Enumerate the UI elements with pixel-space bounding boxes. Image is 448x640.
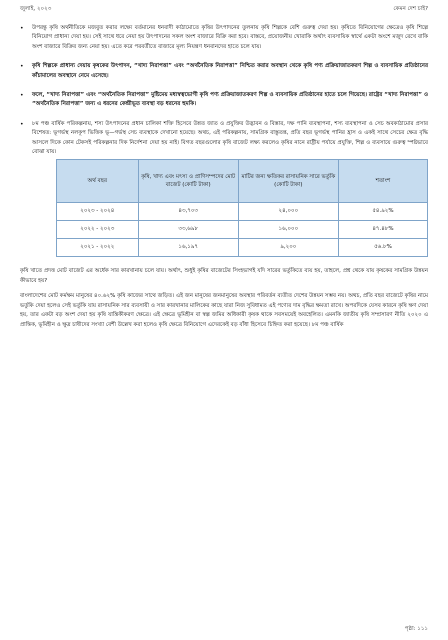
- bullet-item: [20, 62, 428, 81]
- table-row: [57, 221, 428, 239]
- header-date: জুলাই, ২০২৩: [20, 6, 52, 12]
- table-cell: ২৪,০০০: [238, 203, 338, 221]
- table-cell: ৯,২০০: [238, 239, 338, 257]
- table-header-cell: শতাংশ: [338, 160, 427, 203]
- bullet-icon: •: [20, 25, 24, 32]
- bullet-text: ৮ম পঞ্চ বার্ষিক পরিকল্পনায়, শস্য উৎপাদনের প্রধান চালিকা শক্তি হিসেবে উন্নত জাত ও প্রযুক্তির উদ্ভাবন ও বিস্তার, দক্ষ পানি ব্যবস্থাপনা, শস্য ব্যবস্থাপনা ও সেচ অবকাঠামোর প্রসার বিশেষত: ভূগর্ভস্থ নলকূপ ভিত্তিক ভূ—গর্ভস্থ সেচ ব্যবস্থাকে দেখানো হয়েছে। অথচ, এই পরিকল্পনায়, সামগ্রিক বাস্তুতন্ত্র, প্রতি বছর ভূগর্ভস্থ পানির হ্রাস ও একই সাথে সেচের ক্ষেত্র বৃদ্ধি আসলে দিকে কোন টেকসই পরিকল্পনার দিক নির্দেশনা দেয়া হয় নাই। বিগত বছরগুলোর কৃষি বাজেট লক্ষ্য করলেও কৃষির নানে রাষ্ট্রীয় পর্যায়ে প্রযুক্তি, শিল্প ও ব্যবসায়ে গুরুত্ব স্পষ্টভাবে বোঝা যায়।: [32, 120, 428, 156]
- table-cell: ৩৩,৬৯৮: [138, 221, 238, 239]
- table-header-cell: অর্থ বছর: [57, 160, 139, 203]
- table-row: [57, 239, 428, 257]
- bullet-icon: •: [20, 92, 24, 100]
- document-body: [20, 24, 428, 336]
- bullet-text: কৃষি শিল্পকে প্রাধান্য দেয়ায় কৃষকের উৎপাদন, “খাদ্য নিরাপত্তা” এবং “অর্থনৈতিক নিরাপত্তা” নিশ্চিত করার অবস্থান থেকে কৃষি পণ্য প্রক্রিয়াজাতকরণ শিল্প ও ব্যবসায়িক প্রতিষ্ঠানের কাঁচামালের অবস্থানে নেমে এসেছে।: [32, 63, 428, 79]
- bullet-icon: •: [20, 120, 24, 128]
- table-cell: ৪৭.৪৮%: [338, 221, 427, 239]
- body-paragraph: বাংলাদেশের মোট কর্মক্ষম মানুষের ৪০.৬২% কৃষি কাজের সাথে জড়িত। এই জন মানুষের জনমানুষের অবস্থার পরিবর্তন ব্যতীত দেশের উন্নয়ন সম্ভব নয়। অথচ, প্রতি বছর বাজেটে কৃষির নামে ভর্তুকি দেয়া হলেও সেই ভর্তুকি যায় রাসায়নিক সার ব্যবসায়ী ও সার কারখানার মালিকের কাছে যারা নিজ সুবিধামত এই পণ্যের দাম বৃদ্ধির ক্ষমতা রাখে। অপরদিকে যেসব কারনে কৃষি ক্ষণ দেয়া হয়, তার একটা বড় অংশ দেয়া হয় কৃষি যান্ত্রিকীকরণ ক্ষেত্রে। এই ক্ষেত্রে ভূমিহীন বা স্বল্প জমির অধিকারী কৃষক থাকে সবসময়েই অবহেলিত। এমনকি জাতীয় কৃষি সম্প্রসারণ নীতি ২০২০ এ প্রান্তিক, ভূমিহীন ও ক্ষুদ্র চাষীদের সংখ্যা বেশী উল্লেখ করা হলেও কৃষি ক্ষেত্রে বিনিয়োগে এদেরকেই বড় বাঁধা হিসেবে চিহ্নিত করা হয়েছে। ৮ম পঞ্চ বার্ষিক: [20, 293, 428, 328]
- table-header-row: [57, 160, 428, 203]
- bullet-item: [20, 120, 428, 158]
- table-cell: ২০২১ - ২০২২: [57, 239, 139, 257]
- table-cell: ৪৩,৭০৩: [138, 203, 238, 221]
- page-number: পৃষ্ঠা: ১১১: [404, 626, 428, 632]
- table-cell: ৫৪.৯২%: [338, 203, 427, 221]
- page-header: [20, 6, 428, 14]
- bullet-icon: •: [20, 63, 24, 71]
- table-header-cell: কৃষি, খাদ্য এবং মৎস্য ও প্রাণিসম্পদের মোট বাজেট (কোটি টাকা): [138, 160, 238, 203]
- bullet-text: উপরন্তু কৃষি অর্থনীতিকে মজবুত করার লক্ষ্যে বর্তমানের ধনবাদী কাঠামোতে কৃষির উৎপাদনের তুলনায় কৃষি শিল্পকে বেশি গুরুত্ব দেয়া হয়। কৃষিতে বিনিয়োগের ক্ষেত্রেও কৃষি শিল্পে বিনিয়োগ প্রাধান্য দেয়া হয়। সেই সাথে ধরে নেয়া হয় উৎপাদনের সকল অংশ বাজারে বিক্রি করা হবে। বাস্তবে, প্রয়োজনীয় খোরাকি অর্থাৎ ব্যবসায়িক স্বার্থে একটা অংশে মজুদ রেখে বাকি অংশ বাজারে বিক্রির জন্য নেয়া হয়। এতে করে পরবর্তীতে বাজারে মূল্য নিয়ন্ত্রণ ধনবানদের হাতে চলে যায়।: [32, 25, 428, 50]
- table-cell: ২০২২ - ২০২৩: [57, 221, 139, 239]
- bullet-text: ফলে, “খাদ্য নিরাপত্তা” এবং “অর্থনৈতিক নিরাপত্তা” মুষ্টিমেয় মধ্যস্বত্বভোগী কৃষি পণ্য প্রক্রিয়াজাতকরণ শিল্প ও ব্যবসায়িক প্রতিষ্ঠানের হাতে চলে গিয়েছে। রাষ্ট্রের “খাদ্য নিরাপত্তা” ও “অর্থনৈতিক নিরাপত্তা” জন্য এ ধরনের কেন্দ্রীভূত ব্যবস্থা বড় ধরনের হুমকি।: [32, 92, 428, 108]
- table-cell: ২০২৩ - ২০২৪: [57, 203, 139, 221]
- table-cell: ১৬,০০০: [238, 221, 338, 239]
- bullet-item: [20, 24, 428, 52]
- budget-table: [56, 159, 428, 257]
- table-header-cell: মাটির জন্য ক্ষতিকর রাসায়নিক সারে ভর্তুকি (কোটি টাকা): [238, 160, 338, 203]
- table-cell: ১৬,১৯৭: [138, 239, 238, 257]
- table-row: [57, 203, 428, 221]
- body-paragraph: কৃষি খাতে প্রদত্ত মোট বাজেট এর অর্ধেক সার কারখানায় চলে যায়। অর্থাৎ, শুধুই কৃষির বাজেটের সিংহভাগই যদি সারের ভর্তুকিতে ব্যয় হয়, তাহলে, প্রশ্ন থেকে যায় কৃষকের সামগ্রিক উন্নয়ন কীভাবে হয়?: [20, 268, 428, 284]
- table-cell: ৫৬.৮%: [338, 239, 427, 257]
- header-title: কেমন দেশ চাই?: [393, 6, 428, 12]
- bullet-item: [20, 91, 428, 110]
